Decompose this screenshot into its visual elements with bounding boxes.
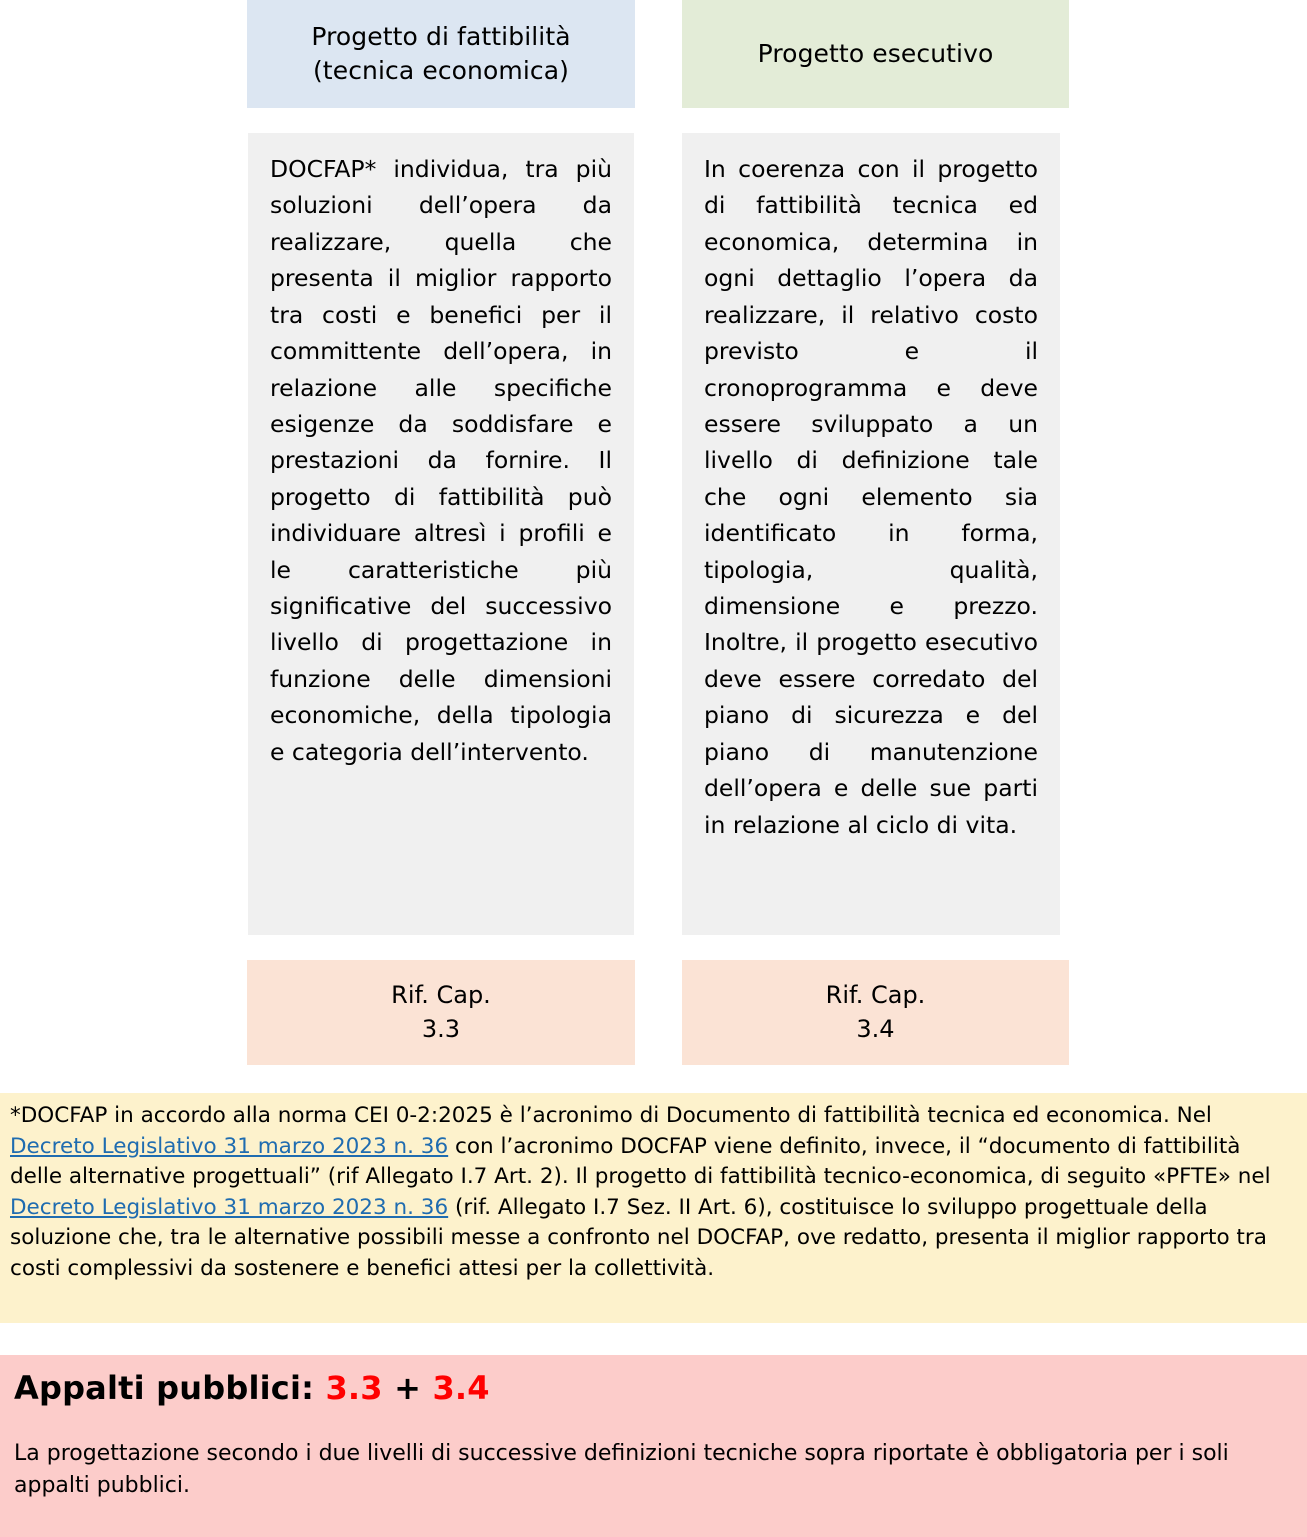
footnote-text-segment-2: con l’acronimo DOCFAP viene definito, invece, il “documento di fattibilità delle alternative progettuali” (rif Allegato I.7 Art. 2). Il progetto di fattibilità tecnico-economica, di seguito «PFTE» nel <box>10 1133 1271 1190</box>
footnote-docfap <box>0 1093 1307 1323</box>
public-procurement-section <box>0 1355 1307 1537</box>
reference-label: Rif. Cap. <box>825 980 926 1009</box>
reference-value: 3.3 <box>421 1014 461 1043</box>
column-header-feasibility <box>247 0 635 108</box>
public-title-prefix: Appalti pubblici: <box>14 1369 326 1407</box>
reference-box-executive <box>682 960 1069 1065</box>
public-title-plus: + <box>382 1369 433 1407</box>
reference-label: Rif. Cap. <box>391 980 491 1009</box>
public-procurement-text: La progettazione secondo i due livelli di successive definizioni tecniche sopra riportate è obbligatoria per i soli appalti pubblici. <box>14 1441 1229 1498</box>
footnote-link-decreto-legislativo[interactable]: Decreto Legislativo 31 marzo 2023 n. 36 <box>10 1133 449 1159</box>
public-procurement-title <box>14 1368 1293 1408</box>
public-title-number-1: 3.3 <box>325 1369 383 1407</box>
column-header-line2: (tecnica economica) <box>312 56 570 85</box>
reference-value: 3.4 <box>856 1014 895 1043</box>
footnote-paragraph <box>10 1101 1297 1284</box>
reference-box-feasibility <box>247 960 635 1065</box>
column-body-executive: In coerenza con il progetto di fattibilità tecnica ed economica, determina in ogni dettaglio l’opera da realizzare, il relativo costo previsto e il cronoprogramma e deve essere sviluppato a un livello di definizione tale che ogni elemento sia identificato in forma, tipologia, qualità, dimensione e prezzo. Inoltre, il progetto esecutivo deve essere corredato del piano di sicurezza e del piano di manutenzione dell’opera e delle sue parti in relazione al ciclo di vita. <box>682 133 1060 935</box>
column-header-line1: Progetto di fattibilità <box>311 22 571 52</box>
column-body-feasibility: DOCFAP* individua, tra più soluzioni dell’opera da realizzare, quella che presenta il miglior rapporto tra costi e benefici per il committente dell’opera, in relazione alle specifiche esigenze da soddisfare e prestazioni da fornire. Il progetto di fattibilità può individuare altresì i profili e le caratteristiche più significative del successivo livello di progettazione in funzione delle dimensioni economiche, della tipologia e categoria dell’intervento. <box>248 133 634 935</box>
footnote-link-decreto-legislativo[interactable]: Decreto Legislativo 31 marzo 2023 n. 36 <box>10 1194 449 1220</box>
column-progetto-fattibilita <box>247 0 635 1043</box>
footnote-text-segment-0: *DOCFAP in accordo alla norma CEI 0-2:2025 è l’acronimo di Documento di fattibilità tecnica ed economica. Nel <box>10 1103 1212 1128</box>
public-title-number-2: 3.4 <box>432 1369 490 1407</box>
footnote-text-segment-4: (rif. Allegato I.7 Sez. II Art. 6), costituisce lo sviluppo progettuale della soluzione che, tra le alternative possibili messe a confronto nel DOCFAP, ove redatto, presenta il miglior rapporto tra costi complessivi da sostenere e benefici attesi per la collettività. <box>10 1194 1267 1281</box>
column-header-executive <box>682 0 1069 108</box>
column-progetto-esecutivo <box>682 0 1069 1043</box>
column-header-line1: Progetto esecutivo <box>757 39 994 69</box>
